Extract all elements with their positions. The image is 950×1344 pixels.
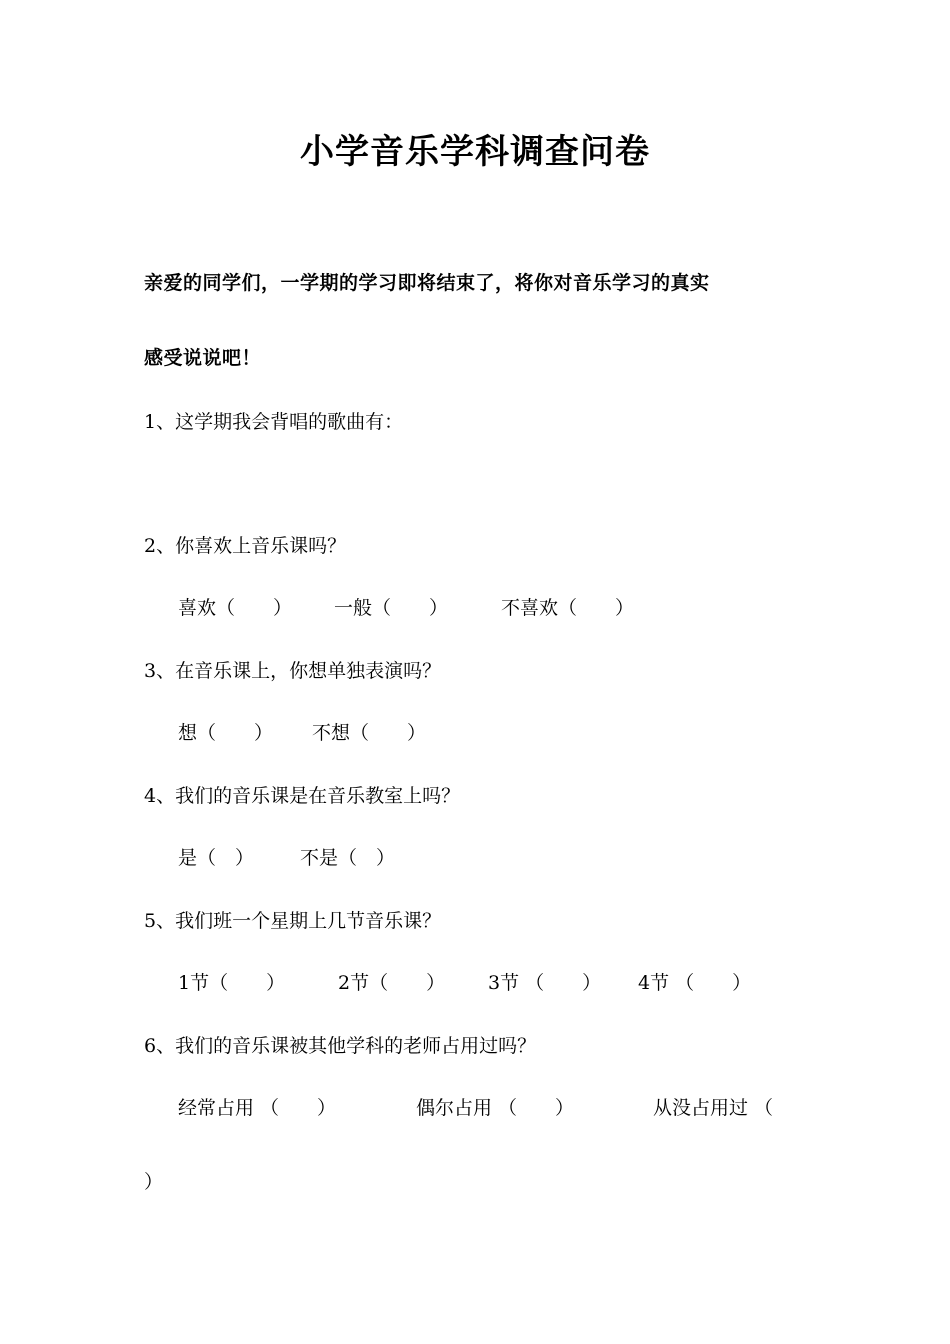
option-want[interactable]: 想（ ）	[178, 722, 274, 744]
option-2-lessons[interactable]: 2节（ ）	[338, 972, 446, 994]
question-5: 5、我们班一个星期上几节音乐课？	[144, 910, 442, 932]
question-6-continuation: ）	[144, 1171, 164, 1193]
question-4: 4、我们的音乐课是在音乐教室上吗？	[144, 785, 461, 807]
option-occasionally[interactable]: 偶尔占用 （ ）	[416, 1097, 575, 1119]
option-3-lessons[interactable]: 3节 （ ）	[488, 972, 602, 994]
option-never[interactable]: 从没占用过 （	[653, 1097, 774, 1119]
option-not-want[interactable]: 不想（ ）	[312, 722, 427, 744]
option-like[interactable]: 喜欢（ ）	[178, 597, 293, 619]
option-average[interactable]: 一般（ ）	[334, 597, 449, 619]
intro-line-2: 感受说说吧！	[144, 347, 262, 369]
option-1-lesson[interactable]: 1节（ ）	[178, 972, 286, 994]
option-dislike[interactable]: 不喜欢（ ）	[501, 597, 635, 619]
intro-line-1: 亲爱的同学们，一学期的学习即将结束了，将你对音乐学习的真实	[144, 272, 710, 294]
question-3: 3、在音乐课上，你想单独表演吗？	[144, 660, 442, 682]
option-yes[interactable]: 是（ ）	[178, 847, 255, 869]
option-often[interactable]: 经常占用 （ ）	[178, 1097, 337, 1119]
page-title: 小学音乐学科调查问卷	[300, 132, 650, 172]
question-2: 2、你喜欢上音乐课吗？	[144, 535, 347, 557]
question-1: 1、这学期我会背唱的歌曲有：	[144, 411, 404, 433]
option-no[interactable]: 不是（ ）	[300, 847, 396, 869]
question-6: 6、我们的音乐课被其他学科的老师占用过吗？	[144, 1035, 537, 1057]
option-4-lessons[interactable]: 4节 （ ）	[638, 972, 752, 994]
